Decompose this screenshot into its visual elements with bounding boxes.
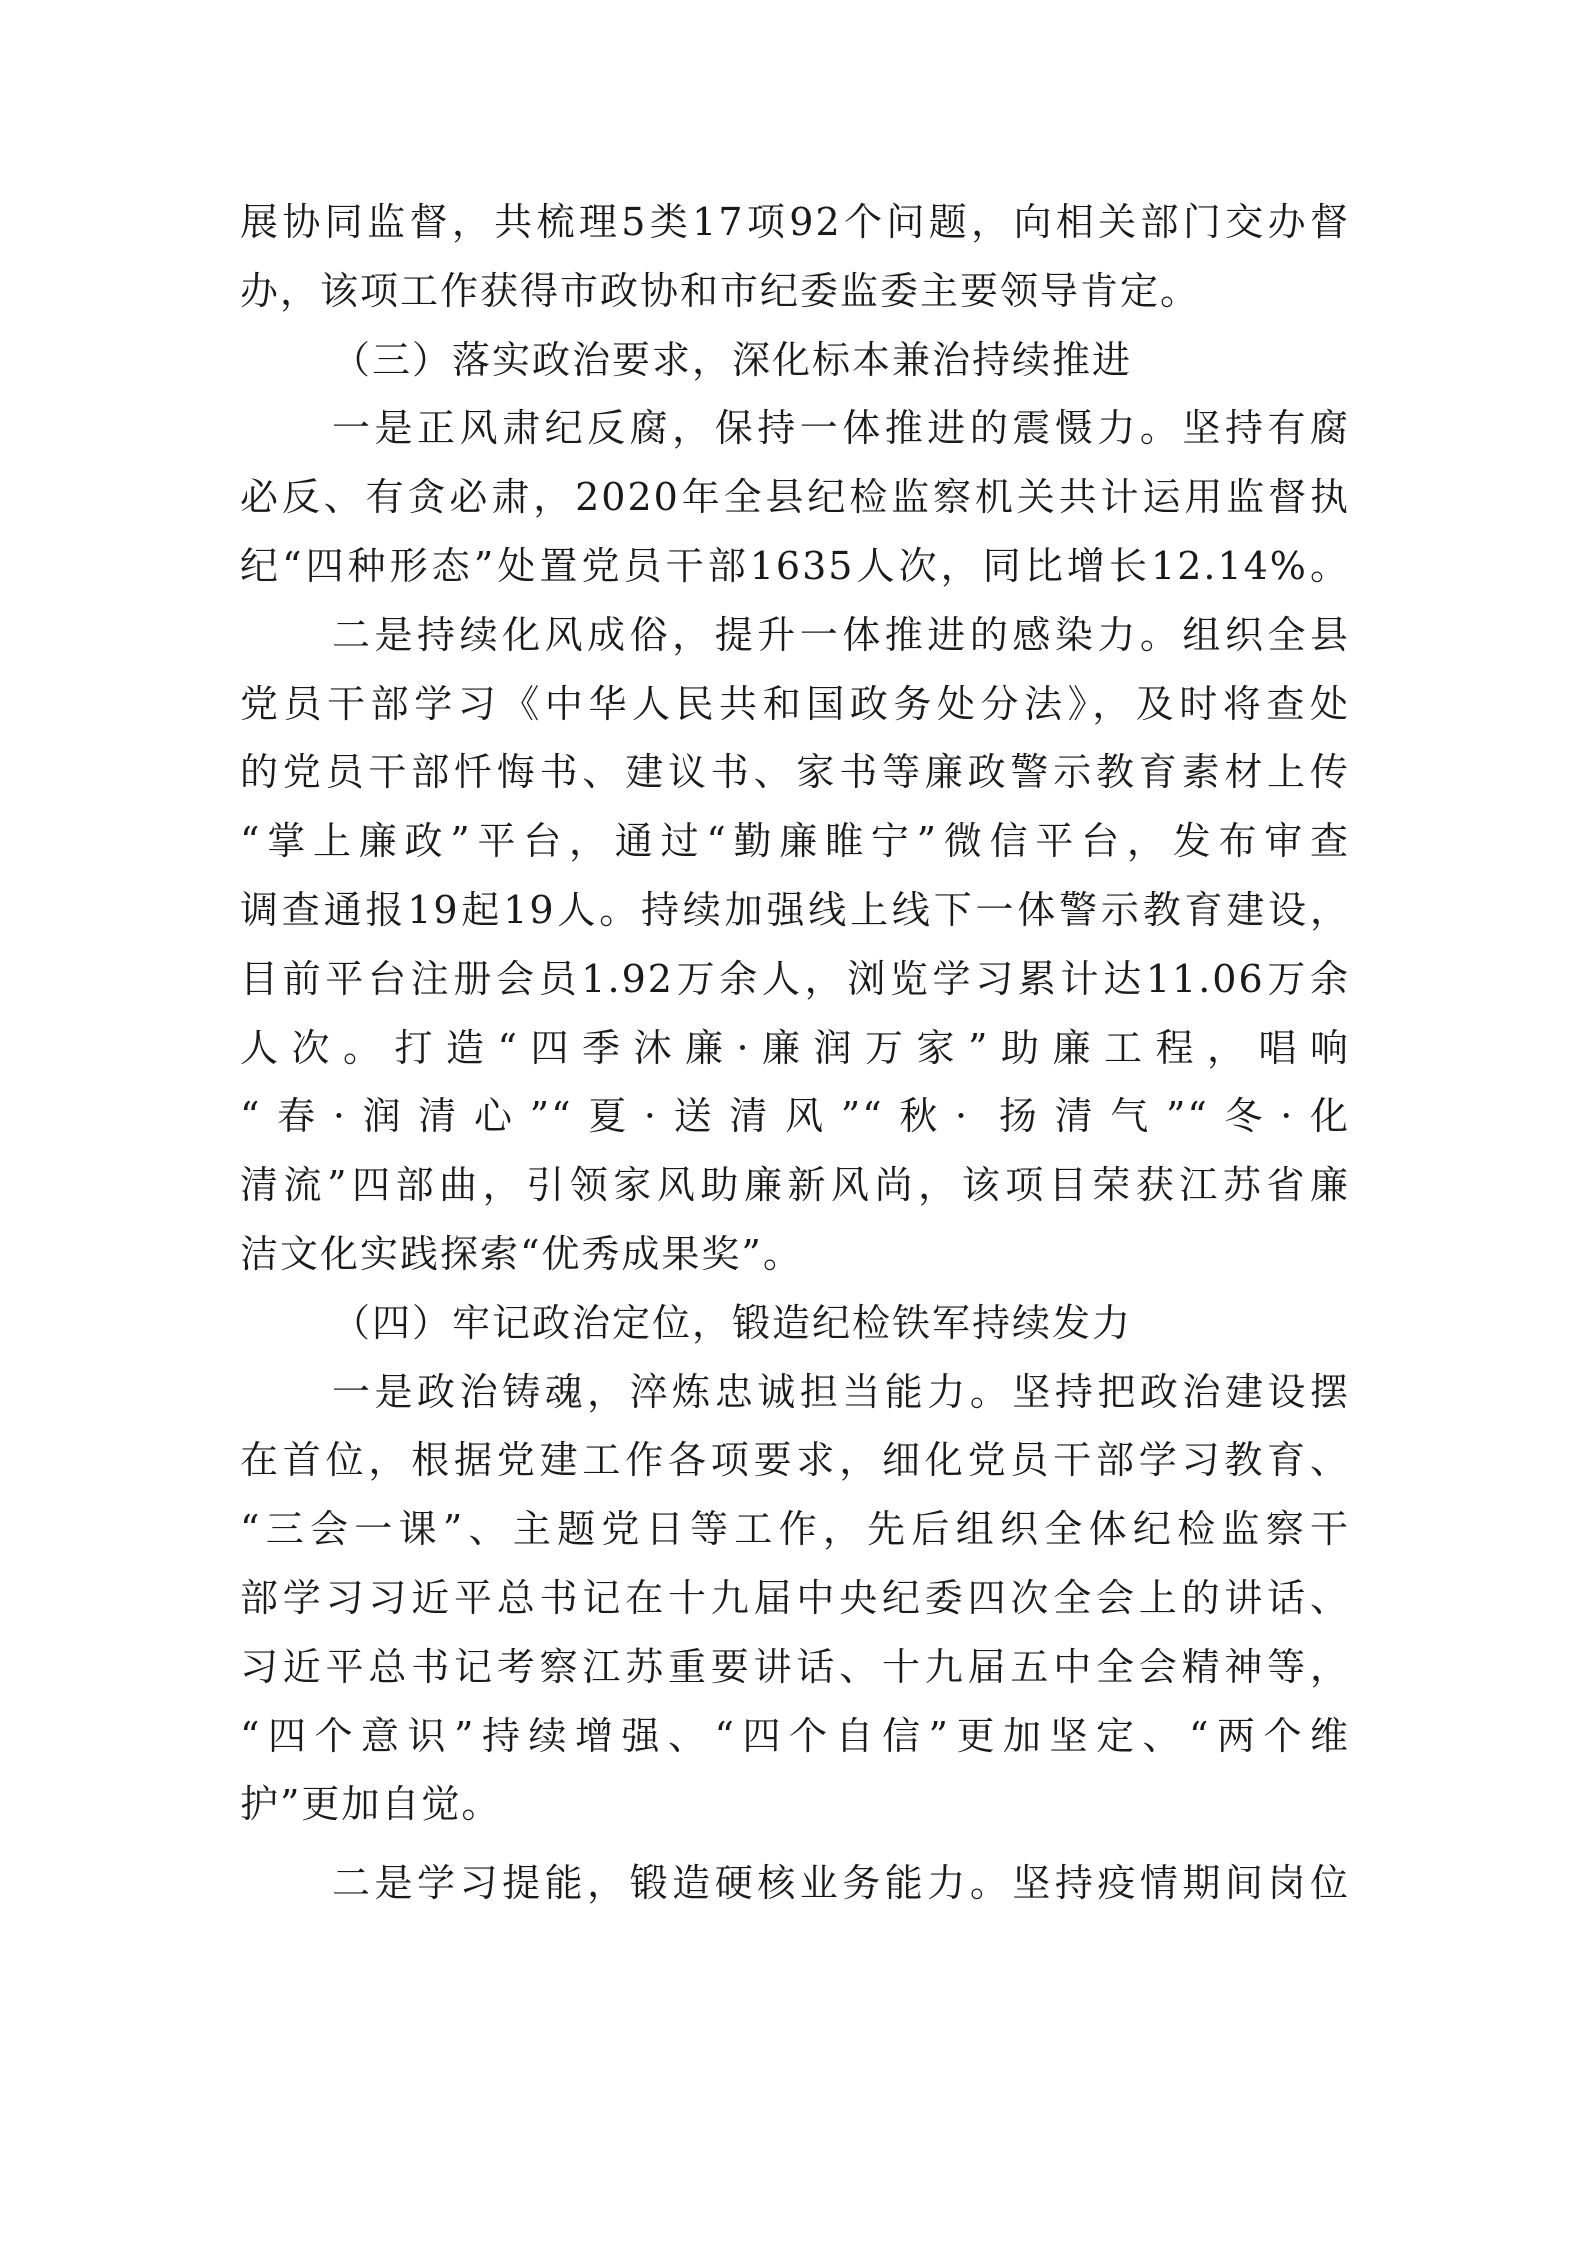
body-line: “三会一课”、主题党日等工作，先后组织全体纪检监察干 (240, 1507, 1350, 1552)
paragraph-lead: 二是持续化风成俗，提升一体推进的感染力。组织全县 (332, 612, 1350, 657)
body-line: 目前平台注册会员1.92万余人，浏览学习累计达11.06万余 (240, 956, 1350, 1001)
body-line: 纪“四种形态”处置党员干部1635人次，同比增长12.14%。 (240, 543, 1350, 588)
document-body (240, 188, 1350, 1918)
body-line: 调查通报19起19人。持续加强线上线下一体警示教育建设， (240, 887, 1350, 932)
body-line: 党员干部学习《中华人民共和国政务处分法》，及时将查处 (240, 681, 1350, 726)
section-heading: （三）落实政治要求，深化标本兼治持续推进 (332, 337, 1133, 382)
body-line: “春·润清心”“夏·送清风”“秋· 扬清气”“冬·化 (240, 1094, 1350, 1139)
body-line: 人次。打造“四季沐廉·廉润万家”助廉工程，唱响 (240, 1025, 1350, 1070)
body-line: 洁文化实践探索“优秀成果奖”。 (240, 1231, 803, 1276)
section-heading: （四）牢记政治定位，锻造纪检铁军持续发力 (332, 1300, 1133, 1345)
paragraph-gap (240, 1839, 1350, 1849)
body-line: 的党员干部忏悔书、建议书、家书等廉政警示教育素材上传 (240, 750, 1350, 795)
body-line: 必反、有贪必肃，2020年全县纪检监察机关共计运用监督执 (240, 475, 1350, 520)
body-line: 展协同监督，共梳理5类17项92个问题，向相关部门交办督 (240, 200, 1350, 244)
paragraph-lead: 二是学习提能，锻造硬核业务能力。坚持疫情期间岗位 (332, 1861, 1350, 1906)
body-line: 清流”四部曲，引领家风助廉新风尚，该项目荣获江苏省廉 (240, 1163, 1350, 1208)
body-line: 习近平总书记考察江苏重要讲话、十九届五中全会精神等， (240, 1644, 1350, 1689)
body-line: 部学习习近平总书记在十九届中央纪委四次全会上的讲话、 (240, 1575, 1350, 1620)
paragraph-lead: 一是政治铸魂，淬炼忠诚担当能力。坚持把政治建设摆 (332, 1369, 1350, 1414)
paragraph-lead: 一是正风肃纪反腐，保持一体推进的震慑力。坚持有腐 (332, 406, 1350, 451)
body-line: “四个意识”持续增强、“四个自信”更加坚定、“两个维 (240, 1713, 1350, 1758)
body-line: 护”更加自觉。 (240, 1782, 502, 1827)
body-line: 在首位，根据党建工作各项要求，细化党员干部学习教育、 (240, 1438, 1350, 1483)
body-line: “掌上廉政”平台，通过“勤廉睢宁”微信平台，发布审查 (240, 819, 1350, 864)
body-line: 办，该项工作获得市政协和市纪委监委主要领导肯定。 (240, 268, 1201, 313)
